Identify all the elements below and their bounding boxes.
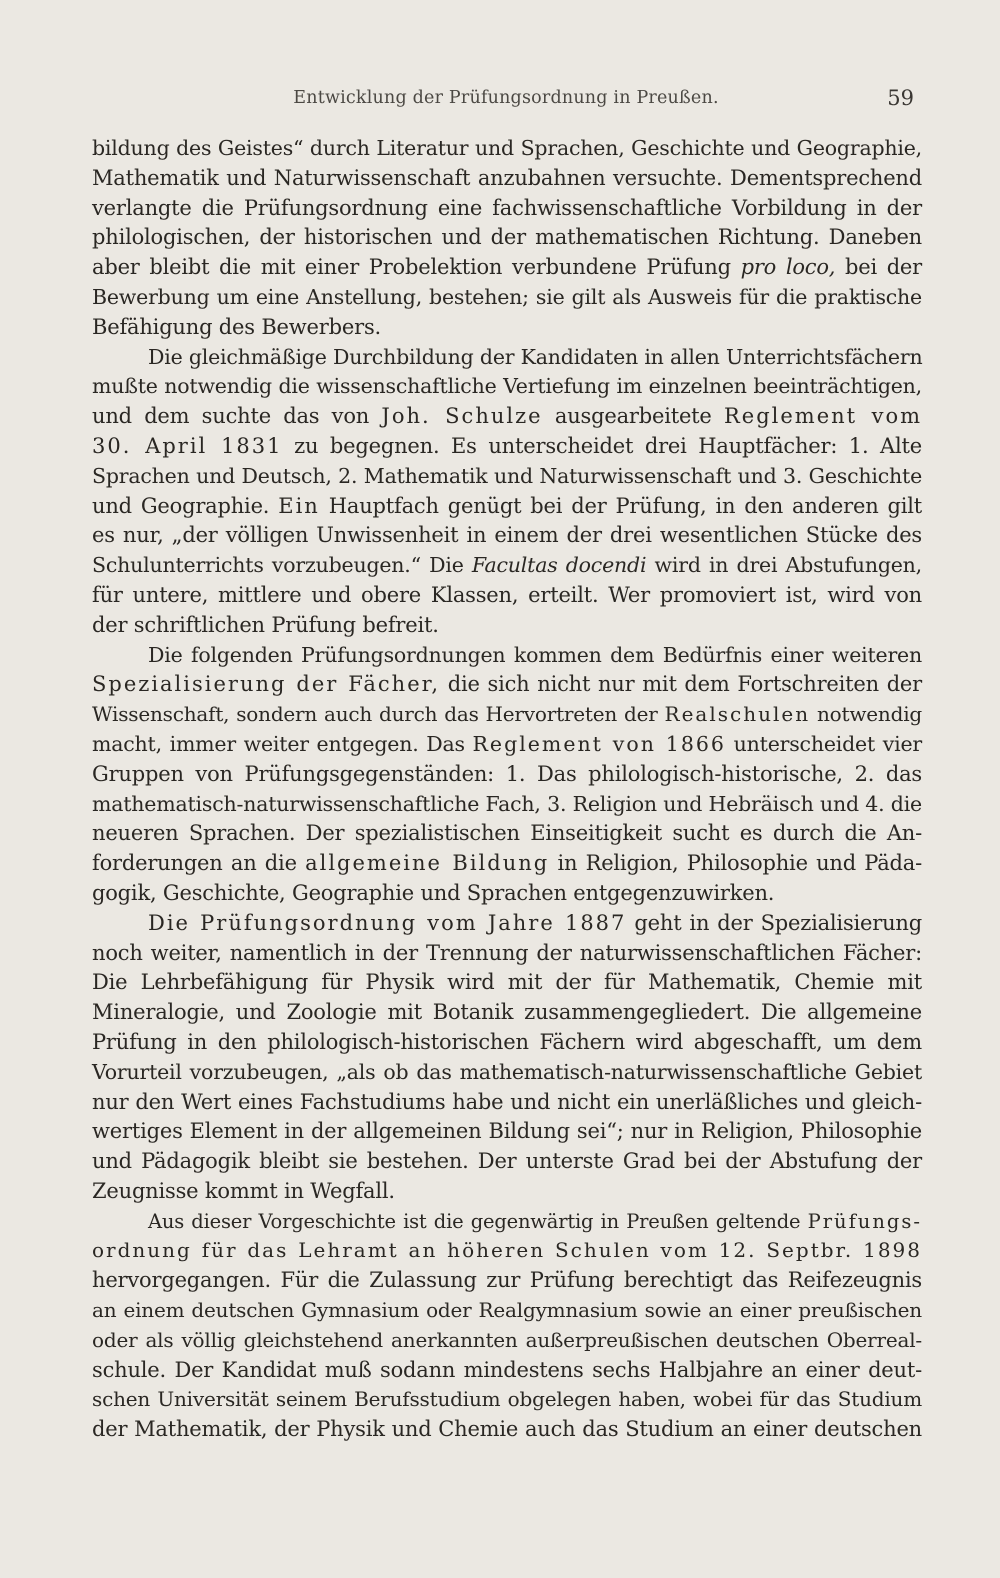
text-line bbox=[92, 1356, 922, 1386]
text-run: Vorurteil vorzubeugen, „als ob das mathematisch-naturwissenschaftliche Gebiet bbox=[92, 1059, 922, 1084]
text-run: wertiges Element in der allgemeinen Bildung sei“; nur in Religion, Philosophie bbox=[92, 1119, 922, 1144]
text-run: Bewerbung um eine Anstellung, bestehen; sie gilt als Ausweis für die praktische bbox=[92, 284, 922, 309]
text-run: macht, immer weiter entgegen. Das bbox=[92, 731, 473, 756]
text-run: Sprachen und Deutsch, 2. Mathematik und Naturwissenschaft und 3. Geschichte bbox=[92, 463, 922, 488]
text-line bbox=[92, 283, 922, 313]
text-run: hervorgegangen. Für die Zulassung zur Prüfung berechtigt das Reifezeugnis bbox=[92, 1268, 922, 1293]
text-run: zu begegnen. Es unterscheidet drei Hauptfächer: 1. Alte bbox=[282, 433, 922, 458]
text-run: mußte notwendig die wissenschaftliche Vertiefung im einzelnen beeinträchtigen, bbox=[92, 374, 922, 399]
italic-text: pro loco, bbox=[740, 255, 836, 280]
text-run: die sich nicht nur mit dem Fortschreiten der bbox=[440, 672, 922, 697]
text-line bbox=[92, 760, 922, 790]
spaced-text: Joh. Schulze bbox=[381, 404, 543, 429]
page-number: 59 bbox=[887, 86, 914, 110]
spaced-text: ordnung für das Lehramt an höheren Schulen vom 12. Septbr. 1898 bbox=[92, 1238, 922, 1263]
spaced-text: Prüfungs- bbox=[807, 1209, 922, 1233]
text-run: bildung des Geistes“ durch Literatur und Sprachen, Geschichte und Geographie, bbox=[92, 136, 922, 160]
text-line bbox=[92, 1266, 922, 1296]
text-run: wird in drei Abstufungen, bbox=[646, 553, 922, 578]
spaced-text: Reglement von 1866 bbox=[472, 731, 726, 756]
text-run: nur den Wert eines Fachstudiums habe und nicht ein unerläßliches und gleich- bbox=[92, 1089, 922, 1114]
text-run: Wissenschaft, sondern auch durch das Hervortreten der bbox=[92, 702, 665, 727]
text-run: philologischen, der historischen und der mathematischen Richtung. Daneben bbox=[92, 225, 922, 250]
text-run: verlangte die Prüfungsordnung eine fachwissenschaftliche Vorbildung in der bbox=[92, 195, 922, 220]
text-line bbox=[92, 968, 922, 998]
spaced-text: Reglement vom bbox=[723, 404, 923, 429]
text-line bbox=[92, 909, 922, 939]
text-line bbox=[92, 819, 922, 849]
spaced-text: Die Prüfungsordnung vom Jahre 1887 bbox=[148, 910, 627, 935]
paragraph bbox=[92, 909, 922, 1207]
text-run: neueren Sprachen. Der spezialistischen Einseitigkeit sucht es durch die An- bbox=[92, 821, 922, 846]
text-line bbox=[92, 1147, 922, 1177]
text-run: und Geographie. bbox=[92, 493, 279, 518]
text-line bbox=[92, 790, 922, 820]
text-run: in Religion, Philosophie und Päda- bbox=[549, 851, 923, 876]
text-line bbox=[92, 1296, 922, 1326]
text-line bbox=[92, 343, 922, 373]
running-title: Entwicklung der Prüfungsordnung in Preußen. bbox=[293, 88, 719, 108]
text-run: Prüfung in den philologisch-historischen Fächern wird abgeschafft, um dem bbox=[92, 1029, 922, 1054]
paragraph bbox=[92, 641, 922, 909]
spaced-text: Ein bbox=[278, 493, 320, 518]
spaced-text: allgemeine Bildung bbox=[305, 851, 550, 876]
text-line bbox=[92, 879, 922, 909]
text-run: der Mathematik, der Physik und Chemie auch das Studium an einer deutschen bbox=[92, 1417, 922, 1442]
text-run: für untere, mittlere und obere Klassen, erteilt. Wer promoviert ist, wird von bbox=[92, 582, 922, 607]
text-run: Die gleichmäßige Durchbildung der Kandidaten in allen Unterrichtsfächern bbox=[148, 344, 923, 369]
text-line bbox=[92, 1088, 922, 1118]
text-line bbox=[92, 1177, 922, 1207]
body-text bbox=[92, 134, 922, 1445]
text-run: Schulunterrichts vorzubeugen.“ Die bbox=[92, 553, 472, 578]
text-run: schule. Der Kandidat muß sodann mindestens sechs Halbjahre an einer deut- bbox=[92, 1357, 922, 1382]
text-line bbox=[92, 1207, 922, 1237]
text-line bbox=[92, 462, 922, 492]
text-run: Die Lehrbefähigung für Physik wird mit der für Mathematik, Chemie mit bbox=[92, 970, 922, 995]
text-line bbox=[92, 492, 922, 522]
text-run: und Pädagogik bleibt sie bestehen. Der unterste Grad bei der Abstufung der bbox=[92, 1149, 922, 1174]
text-line bbox=[92, 849, 922, 879]
text-line bbox=[92, 253, 922, 283]
text-line bbox=[92, 1415, 922, 1445]
text-run: notwendig bbox=[810, 702, 922, 727]
text-line bbox=[92, 134, 922, 164]
text-line bbox=[92, 581, 922, 611]
italic-text: Facultas docendi bbox=[471, 553, 647, 578]
text-line bbox=[92, 611, 922, 641]
text-line bbox=[92, 402, 922, 432]
text-run: Aus dieser Vorgeschichte ist die gegenwärtig in Preußen geltende bbox=[148, 1209, 808, 1233]
text-run: bei der bbox=[835, 255, 923, 280]
text-run: Die folgenden Prüfungsordnungen kommen dem Bedürfnis einer weiteren bbox=[148, 642, 922, 667]
paragraph bbox=[92, 343, 922, 641]
text-line bbox=[92, 223, 922, 253]
text-line bbox=[92, 998, 922, 1028]
text-run: Gruppen von Prüfungsgegenständen: 1. Das philologisch-historische, 2. das bbox=[92, 761, 922, 786]
text-line bbox=[92, 1028, 922, 1058]
text-run: unterscheidet vier bbox=[725, 731, 922, 756]
text-run: Mineralogie, und Zoologie mit Botanik zusammengegliedert. Die allgemeine bbox=[92, 1000, 922, 1025]
text-line bbox=[92, 1058, 922, 1088]
text-run: Hauptfach genügt bei der Prüfung, in den anderen gilt bbox=[319, 493, 922, 518]
text-run: Mathematik und Naturwissenschaft anzubahnen versuchte. Dementsprechend bbox=[92, 165, 922, 190]
text-run: geht in der Spezialisierung bbox=[626, 910, 923, 935]
text-run: aber bleibt die mit einer Probelektion verbundene Prüfung bbox=[92, 255, 741, 280]
text-line bbox=[92, 730, 922, 760]
text-run: und dem suchte das von bbox=[92, 404, 382, 429]
text-line bbox=[92, 1326, 922, 1356]
text-line bbox=[92, 521, 922, 551]
text-run: mathematisch-naturwissenschaftliche Fach, 3. Religion und Hebräisch und 4. die bbox=[92, 791, 922, 816]
text-line bbox=[92, 1385, 922, 1415]
spaced-text: 30. April 1831 bbox=[92, 433, 283, 458]
text-line bbox=[92, 1236, 922, 1266]
text-line bbox=[92, 670, 922, 700]
text-line bbox=[92, 939, 922, 969]
text-line bbox=[92, 700, 922, 730]
text-run: ausgearbeitete bbox=[542, 404, 724, 429]
text-run: gogik, Geschichte, Geographie und Sprachen entgegenzuwirken. bbox=[92, 880, 775, 905]
paragraph bbox=[92, 1207, 922, 1445]
spaced-text: Spezialisierung der Fächer, bbox=[92, 672, 441, 697]
text-run: an einem deutschen Gymnasium oder Realgymnasium sowie an einer preußischen bbox=[92, 1298, 922, 1323]
text-line bbox=[92, 641, 922, 671]
running-header bbox=[90, 88, 922, 116]
text-line bbox=[92, 432, 922, 462]
text-line bbox=[92, 1117, 922, 1147]
text-run: es nur, „der völligen Unwissenheit in einem der drei wesentlichen Stücke des bbox=[92, 523, 922, 548]
spaced-text: Realschulen bbox=[664, 702, 811, 727]
text-line bbox=[92, 551, 922, 581]
text-run: noch weiter, namentlich in der Trennung der naturwissenschaftlichen Fächer: bbox=[92, 940, 922, 965]
text-line bbox=[92, 313, 922, 343]
text-run: oder als völlig gleichstehend anerkannten außerpreußischen deutschen Oberreal- bbox=[92, 1327, 922, 1352]
text-line bbox=[92, 164, 922, 194]
text-run: schen Universität seinem Berufsstudium obgelegen haben, wobei für das Studium bbox=[92, 1387, 922, 1412]
text-line bbox=[92, 372, 922, 402]
text-line bbox=[92, 194, 922, 224]
text-run: Zeugnisse kommt in Wegfall. bbox=[92, 1178, 395, 1203]
text-run: der schriftlichen Prüfung befreit. bbox=[92, 612, 439, 637]
paragraph bbox=[92, 134, 922, 343]
text-run: forderungen an die bbox=[92, 851, 306, 876]
text-run: Befähigung des Bewerbers. bbox=[92, 314, 381, 339]
